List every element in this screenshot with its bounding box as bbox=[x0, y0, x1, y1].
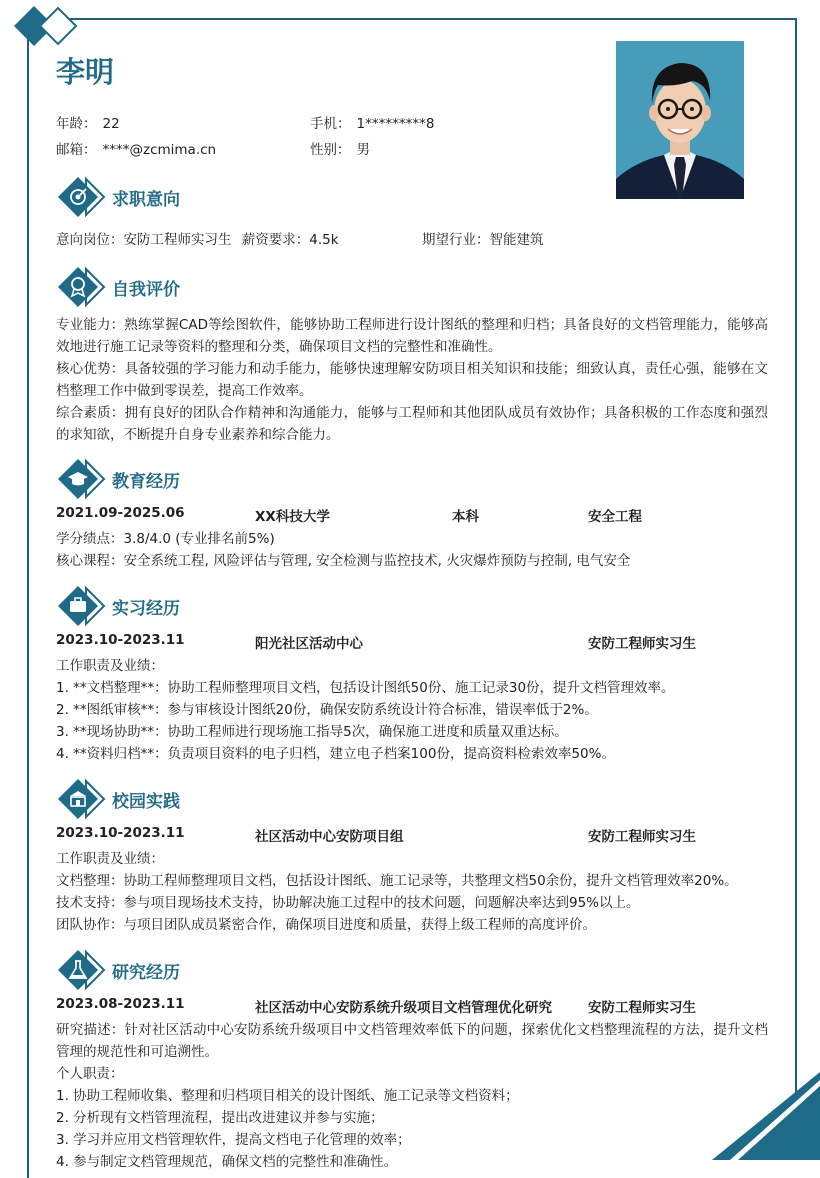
research-line: 1. 协助工程师收集、整理和归档项目相关的设计图纸、施工记录等文档资料； bbox=[56, 1088, 519, 1104]
internship-line: 4. **资料归档**：负责项目资料的电子归档，建立电子档案100份，提高资料检索效率50%。 bbox=[56, 746, 615, 762]
internship-date: 2023.10-2023.11 bbox=[56, 632, 185, 648]
internship-line: 工作职责及业绩： bbox=[56, 658, 164, 674]
internship-org: 阳光社区活动中心 bbox=[255, 636, 363, 652]
education-details bbox=[56, 528, 768, 572]
research-date: 2023.08-2023.11 bbox=[56, 996, 185, 1012]
frame-right-border bbox=[795, 18, 797, 1098]
frame-left-border bbox=[27, 18, 29, 1178]
frame-top-border bbox=[27, 18, 797, 20]
phone-label: 手机： bbox=[310, 116, 351, 132]
campus-role: 安防工程师实习生 bbox=[588, 829, 696, 845]
section-title: 校园实践 bbox=[112, 792, 180, 812]
email-label: 邮箱： bbox=[56, 142, 97, 158]
education-school: XX科技大学 bbox=[255, 509, 330, 525]
intention-content bbox=[56, 229, 768, 251]
gender-value: 男 bbox=[356, 142, 370, 158]
research-entry-header bbox=[56, 996, 768, 1018]
education-major: 安全工程 bbox=[588, 509, 642, 525]
section-title: 求职意向 bbox=[112, 190, 180, 210]
phone-field bbox=[310, 112, 434, 132]
education-date: 2021.09-2025.06 bbox=[56, 505, 185, 521]
section-header-campus bbox=[58, 779, 458, 819]
internship-entry-header bbox=[56, 632, 768, 654]
email-field bbox=[56, 138, 216, 158]
campus-entry-header bbox=[56, 825, 768, 847]
campus-line: 技术支持：参与项目现场技术支持，协助解决施工过程中的技术问题，问题解决率达到95%以上。 bbox=[56, 895, 640, 911]
education-degree: 本科 bbox=[452, 509, 479, 525]
internship-role: 安防工程师实习生 bbox=[588, 636, 696, 652]
age-label: 年龄： bbox=[56, 116, 97, 132]
education-line: 学分绩点：3.8/4.0 (专业排名前5%) bbox=[56, 531, 275, 547]
self-eval-paragraph: 专业能力：熟练掌握CAD等绘图软件，能够协助工程师进行设计图纸的整理和归档；具备良好的文档管理能力，能够高效地进行施工记录等资料的整理和分类，确保项目文档的完整性和准确性。 bbox=[56, 317, 768, 355]
education-entry-header bbox=[56, 505, 768, 527]
self-eval-paragraph: 核心优势：具备较强的学习能力和动手能力，能够快速理解安防项目相关知识和技能；细致认真，责任心强，能够在文档整理工作中做到零误差，提高工作效率。 bbox=[56, 361, 768, 399]
research-project: 社区活动中心安防系统升级项目文档管理优化研究 bbox=[255, 1000, 552, 1016]
section-title: 研究经历 bbox=[112, 963, 180, 983]
phone-value: 1*********8 bbox=[356, 116, 435, 132]
campus-line: 工作职责及业绩： bbox=[56, 851, 164, 867]
internship-line: 1. **文档整理**：协助工程师整理项目文档，包括设计图纸50份、施工记录30份，提升文档管理效率。 bbox=[56, 680, 675, 696]
intention-industry: 期望行业：智能建筑 bbox=[422, 232, 544, 248]
section-header-research bbox=[58, 950, 458, 990]
campus-org: 社区活动中心安防项目组 bbox=[255, 829, 404, 845]
section-title: 实习经历 bbox=[112, 599, 180, 619]
research-line: 4. 参与制定文档管理规范，确保文档的完整性和准确性。 bbox=[56, 1154, 398, 1170]
research-line: 个人职责： bbox=[56, 1066, 124, 1082]
campus-line: 团队协作：与项目团队成员紧密合作，确保项目进度和质量，获得上级工程师的高度评价。 bbox=[56, 917, 596, 933]
internship-line: 3. **现场协助**：协助工程师进行现场施工指导5次，确保施工进度和质量双重达标。 bbox=[56, 724, 568, 740]
section-title: 教育经历 bbox=[112, 472, 180, 492]
section-header-intention bbox=[58, 177, 458, 217]
email-value: ****@zcmima.cn bbox=[102, 142, 217, 158]
research-details bbox=[56, 1019, 768, 1173]
section-header-self-eval bbox=[58, 267, 458, 307]
research-line: 2. 分析现有文档管理流程，提出改进建议并参与实施； bbox=[56, 1110, 384, 1126]
profile-photo bbox=[616, 41, 744, 199]
campus-line: 文档整理：协助工程师整理项目文档，包括设计图纸、施工记录等，共整理文档50余份，提升文档管理效率20%。 bbox=[56, 873, 738, 889]
section-header-education bbox=[58, 459, 458, 499]
education-line: 核心课程：安全系统工程, 风险评估与管理, 安全检测与监控技术, 火灾爆炸预防与控制, 电气安全 bbox=[56, 553, 631, 569]
gender-field bbox=[310, 138, 370, 158]
gender-label: 性别： bbox=[310, 142, 351, 158]
intention-position: 意向岗位：安防工程师实习生 bbox=[56, 232, 232, 248]
intention-salary: 薪资要求：4.5k bbox=[241, 232, 339, 248]
section-title: 自我评价 bbox=[112, 280, 180, 300]
research-description: 研究描述：针对社区活动中心安防系统升级项目中文档管理效率低下的问题，探索优化文档整理流程的方法，提升文档管理的规范性和可追溯性。 bbox=[56, 1022, 768, 1060]
corner-diamond-decoration bbox=[12, 4, 82, 48]
age-field bbox=[56, 112, 120, 132]
research-role: 安防工程师实习生 bbox=[588, 1000, 696, 1016]
self-eval-content bbox=[56, 314, 768, 446]
research-line: 3. 学习并应用文档管理软件，提高文档电子化管理的效率； bbox=[56, 1132, 411, 1148]
self-eval-paragraph: 综合素质：拥有良好的团队合作精神和沟通能力，能够与工程师和其他团队成员有效协作；具备积极的工作态度和强烈的求知欲，不断提升自身专业素养和综合能力。 bbox=[56, 405, 768, 443]
candidate-name: 李明 bbox=[56, 55, 115, 89]
age-value: 22 bbox=[102, 116, 120, 132]
campus-date: 2023.10-2023.11 bbox=[56, 825, 185, 841]
internship-line: 2. **图纸审核**：参与审核设计图纸20份，确保安防系统设计符合标准，错误率低于2%。 bbox=[56, 702, 598, 718]
internship-details bbox=[56, 655, 768, 765]
campus-details bbox=[56, 848, 768, 936]
section-header-internship bbox=[58, 586, 458, 626]
